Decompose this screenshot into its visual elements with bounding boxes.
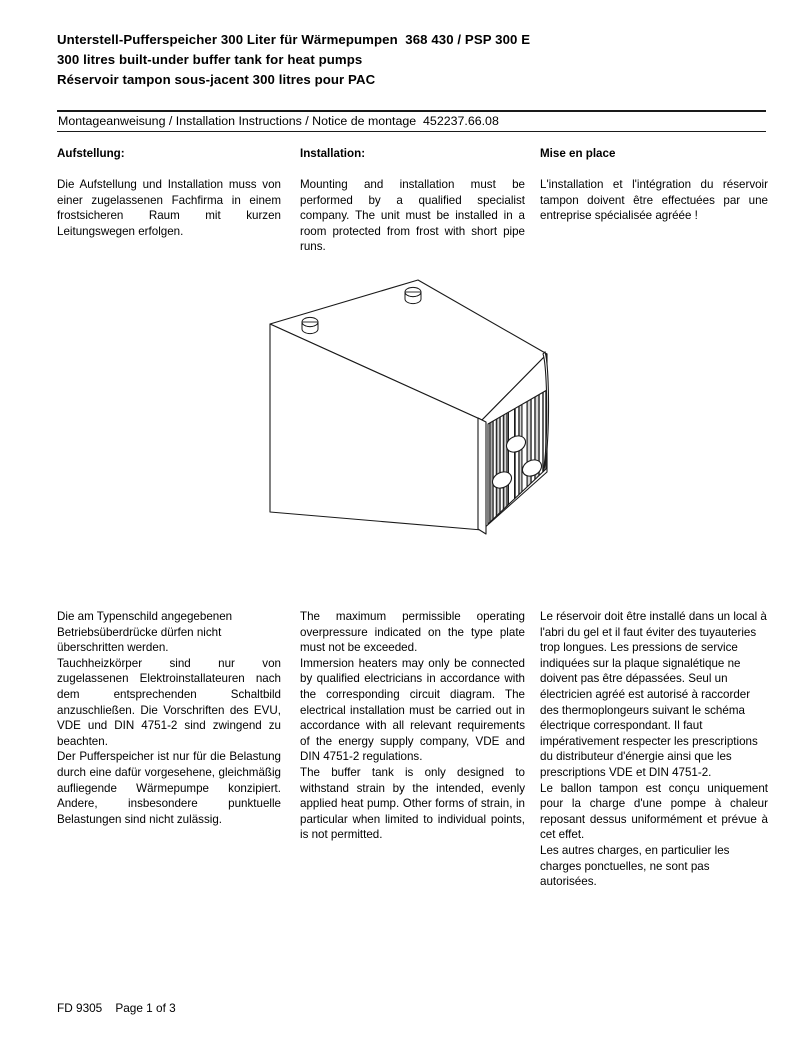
column-heading-german-wrap: [57, 146, 281, 162]
column-body-french-p1: Le réservoir doit être installé dans un local à l'abri du gel et il faut éviter des tuyauteries trop longues. Les pressions de service indiquées sur la plaque signalétique ne doivent pas être dépassées. Seul un électricien agréé est autorisé à raccorder des thermoplongeurs suivant le schéma électrique correspondant. Il faut impérativement respecter les prescriptions du distributeur d'énergie ainsi que les prescriptions VDE et DIN 4751-2.: [540, 610, 767, 779]
column-intro-french-wrap: [540, 177, 768, 224]
top-cap-left: [302, 317, 318, 333]
column-body-english-p3: The buffer tank is only designed to withstand strain by the intended, evenly applied heat pump. Other forms of strain, in particular when limited to individual points, is not permitted.: [300, 765, 525, 842]
top-cap-right: [405, 287, 421, 303]
column-intro-german: Die Aufstellung und Installation muss von einer zugelassenen Fachfirma in einem frostsicheren Raum mit kurzen Leitungswegen erfolgen.: [57, 178, 281, 238]
column-body-german-p2: Tauchheizkörper sind nur von zugelassenen Elektroinstallateuren nach dem entsprechenden Schaltbild anzuschließen. Die Vorschriften des EVU, VDE und DIN 4751-2 sind zwingend zu beachten.: [57, 656, 281, 748]
column-body-french-wrap: [540, 609, 768, 890]
column-body-german-p3: Der Pufferspeicher ist nur für die Belastung durch eine dafür vorgesehene, gleichmäßig aufliegende Wärmepumpe konzipiert. Andere, insbesondere punktuelle Belastungen sind nicht zulässig.: [57, 750, 281, 826]
buffer-tank-svg: [250, 272, 550, 602]
column-intro-english-wrap: [300, 177, 525, 255]
column-body-german-wrap: [57, 609, 281, 827]
column-body-english-wrap: [300, 609, 525, 843]
title-line-fr: Réservoir tampon sous-jacent 300 litres pour PAC: [57, 72, 376, 87]
title-line-de: Unterstell-Pufferspeicher 300 Liter für Wärmepumpen 368 430 / PSP 300 E: [57, 32, 531, 47]
page-footer: FD 9305 Page 1 of 3: [57, 1001, 176, 1015]
column-heading-english-wrap: [300, 146, 525, 162]
column-intro-german-wrap: [57, 177, 281, 239]
column-heading-german: Aufstellung:: [57, 147, 125, 160]
title-line-en: 300 litres built-under buffer tank for heat pumps: [57, 52, 363, 67]
tank-front-corner-edge: [478, 418, 486, 534]
column-body-french-p2: Le ballon tampon est conçu uniquement pour la charge d'une pompe à chaleur reposant dessus uniformément et prévue à cet effet.: [540, 781, 768, 842]
column-intro-english: Mounting and installation must be performed by a qualified specialist company. The unit must be installed in a room protected from frost with short pipe runs.: [300, 178, 525, 254]
column-body-english-p2: Immersion heaters may only be connected by qualified electricians in accordance with the corresponding circuit diagram. The electrical installation must be carried out in accordance with all relevant requirements of the energy supply company, VDE and DIN 4751-2 regulations.: [300, 656, 525, 764]
column-intro-french: L'installation et l'intégration du réservoir tampon doivent être effectuées par une entreprise spécialisée agréée !: [540, 178, 768, 223]
rule-below-subtitle: [57, 131, 766, 132]
column-body-english-p1: The maximum permissible operating overpressure indicated on the type plate must not be exceeded.: [300, 610, 525, 655]
buffer-tank-illustration: [250, 272, 550, 602]
column-body-french-p3: Les autres charges, en particulier les charges ponctuelles, ne sont pas autorisées.: [540, 843, 730, 889]
column-heading-french-wrap: [540, 146, 768, 162]
column-body-german-p1: Die am Typenschild angegebenen Betriebsüberdrücke dürfen nicht überschritten werden.: [57, 610, 233, 655]
page-title: [57, 30, 769, 90]
column-heading-french: Mise en place: [540, 147, 616, 160]
column-heading-english: Installation:: [300, 147, 366, 160]
subtitle-document-reference: Montageanweisung / Installation Instructions / Notice de montage 452237.66.08: [58, 114, 499, 128]
